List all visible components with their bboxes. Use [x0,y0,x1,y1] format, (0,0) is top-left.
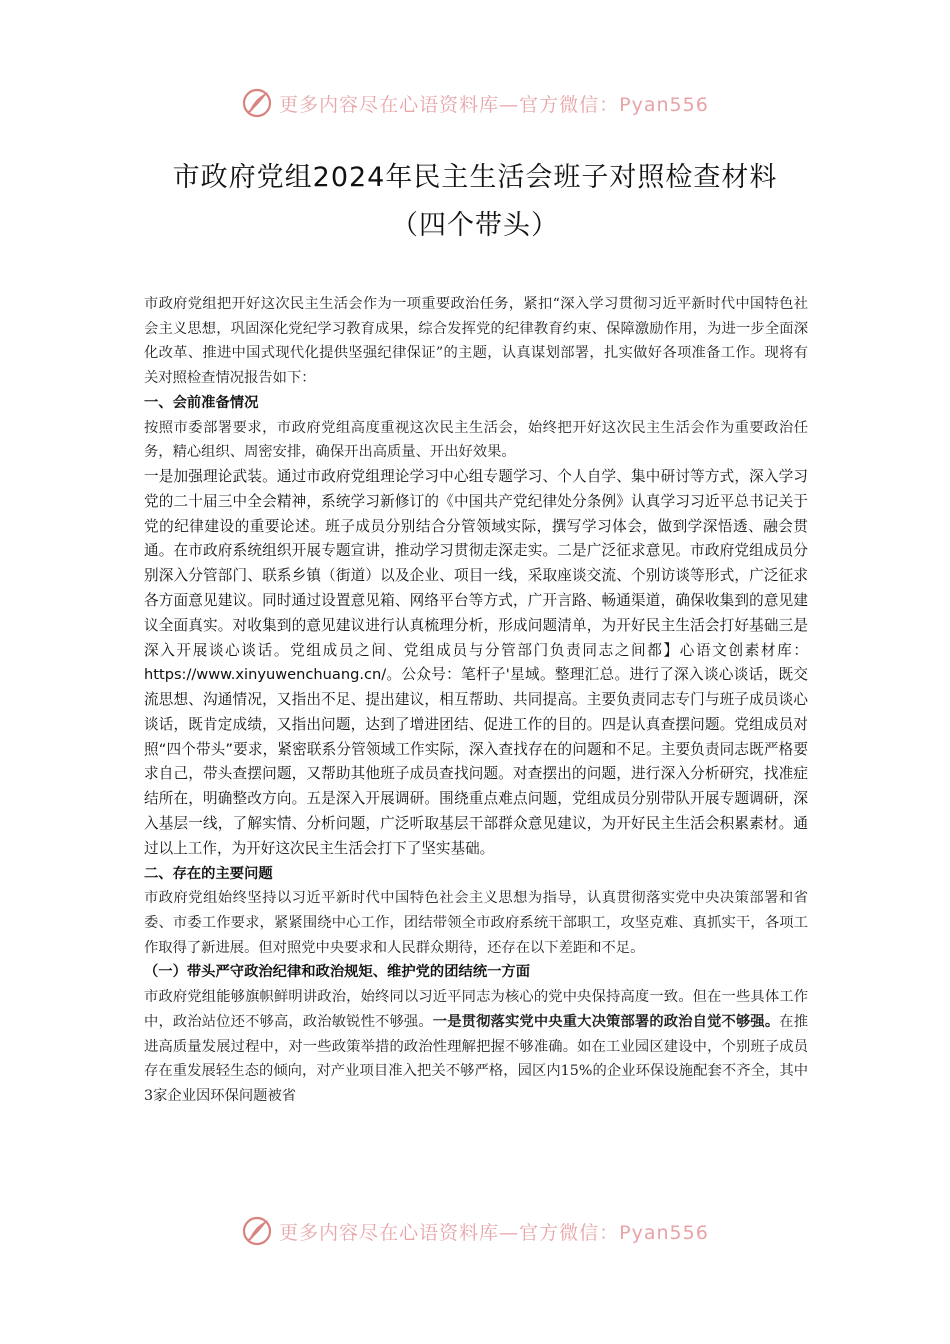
subsection-heading-1: （一）带头严守政治纪律和政治规矩、维护党的团结统一方面 [144,964,531,981]
subsection1-paragraph: 市政府党组能够旗帜鲜明讲政治，始终同以习近平同志为核心的党中央保持高度一致。但在一些具体工作中，政治站位还不够高，政治敏锐性不够强。一是贯彻落实党中央重大决策部署的政治自觉不够强。在推进高质量发展过程中，对一些政策举措的政治性理解把握不够准确。如在工业园区建设中，个别班子成员存在重发展轻生态的倾向，对产业项目准入把关不够严格，园区内15%的企业环保设施配套不齐全，其中3家企业因环保问题被省 [144,989,809,1104]
quill-logo-icon [241,1215,273,1247]
header-banner [0,83,950,123]
section1-paragraph-1: 按照市委部署要求，市政府党组高度重视这次民主生活会，始终把开好这次民主生活会作为重要政治任务，精心组织、周密安排，确保开出高质量、开出好效果。 [144,419,808,461]
banner-text: 更多内容尽在心语资料库—官方微信：Pyan556 [279,93,709,116]
document-title: 市政府党组2024年民主生活会班子对照检查材料 [172,162,778,193]
section1-paragraph-2: 一是加强理论武装。通过市政府党组理论学习中心组专题学习、个人自学、集中研讨等方式，深入学习党的二十届三中全会精神，系统学习新修订的《中国共产党纪律处分条例》认真学习习近平总书记关于党的纪律建设的重要论述。班子成员分别结合分管领域实际，撰写学习体会，做到学深悟透、融会贯通。在市政府系统组织开展专题宣讲，推动学习贯彻走深走实。二是广泛征求意见。市政府党组成员分别深入分管部门、联系乡镇（街道）以及企业、项目一线，采取座谈交流、个别访谈等形式，广泛征求各方面意见建议。同时通过设置意见箱、网络平台等方式，广开言路、畅通渠道，确保收集到的意见建议全面真实。对收集到的意见建议进行认真梳理分析，形成问题清单，为开好民主生活会打好基础三是深入开展谈心谈话。党组成员之间、党组成员与分管部门负责同志之间都】心语文创素材库：https://www.xinyuwenchuang.cn/。公众号：笔杆子'星域。整理汇总。进行了深入谈心谈话，既交流思想、沟通情况，又指出不足、提出建议，相互帮助、共同提高。主要负责同志专门与班子成员谈心谈话，既肯定成绩，又指出问题，达到了增进团结、促进工作的目的。四是认真查摆问题。党组成员对照“四个带头”要求，紧密联系分管领域工作实际，深入查找存在的问题和不足。主要负责同志既严格要求自己，带头查摆问题，又帮助其他班子成员查找问题。对查摆出的问题，进行深入分析研究，找准症结所在，明确整改方向。五是深入开展调研。围绕重点难点问题，党组成员分别带队开展专题调研，深入基层一线，了解实情、分析问题，广泛听取基层干部群众意见建议，为开好民主生活会积累素材。通过以上工作，为开好这次民主生活会打下了坚实基础。 [144,467,808,857]
document-body [144,292,808,1109]
quill-logo-icon [241,87,273,119]
bold-point-1: 一是贯彻落实党中央重大决策部署的政治自觉不够强。 [432,1013,780,1030]
banner-text: 更多内容尽在心语资料库—官方微信：Pyan556 [279,1221,709,1244]
footer-banner [0,1211,950,1251]
section2-paragraph-1: 市政府党组始终坚持以习近平新时代中国特色社会主义思想为指导，认真贯彻落实党中央决策部署和省委、市委工作要求，紧紧围绕中心工作，团结带领全市政府系统干部职工，攻坚克难、真抓实干，各项工作取得了新进展。但对照党中央要求和人民群众期待，还存在以下差距和不足。 [144,890,808,956]
intro-paragraph: 市政府党组把开好这次民主生活会作为一项重要政治任务，紧扣“深入学习贯彻习近平新时代中国特色社会主义思想，巩固深化党纪学习教育成果，综合发挥党的纪律教育约束、保障激励作用，为进一步全面深化改革、推进中国式现代化提供坚强纪律保证”的主题，认真谋划部署，扎实做好各项准备工作。现将有关对照检查情况报告如下： [144,296,808,387]
section-heading-2: 二、存在的主要问题 [144,865,273,882]
section-heading-1: 一、会前准备情况 [144,394,259,411]
document-subtitle: （四个带头） [391,210,559,241]
